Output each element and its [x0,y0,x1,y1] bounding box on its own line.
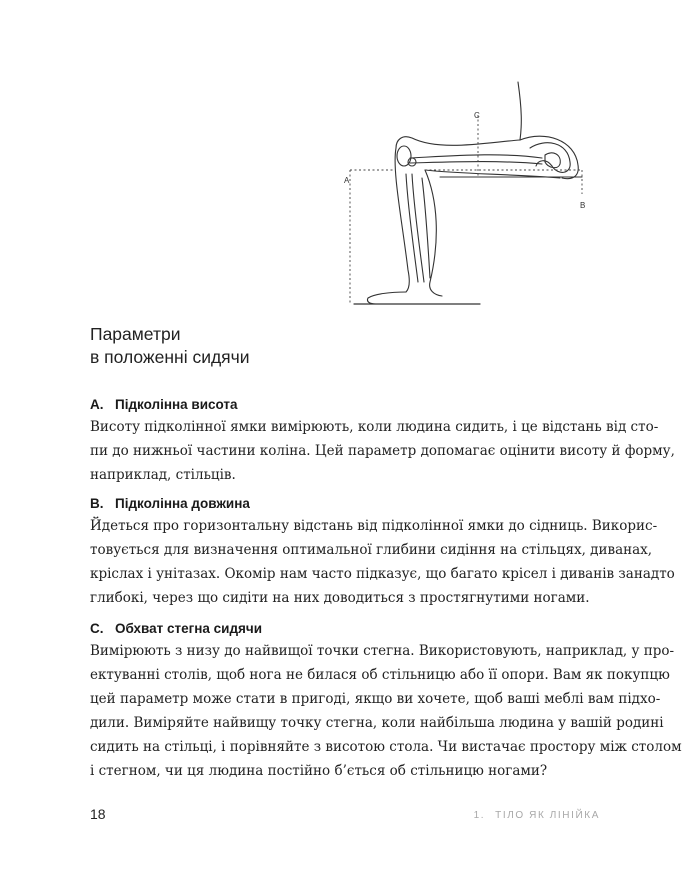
foot-outline [367,292,450,304]
chapter-title: ТІЛО ЯК ЛІНІЙКА [495,810,600,821]
text-line: і стегном, чи ця людина постійно б’ється об стільницю ногами? [90,763,548,779]
running-footer [474,810,600,821]
section-letter: A. [90,397,104,412]
text-line: наприклад, стільців. [90,467,236,483]
section-b-text [90,514,675,610]
section-title: Підколінна довжина [115,496,250,511]
page-title [90,323,490,369]
back-outline [518,82,521,140]
section-a-heading [90,397,600,412]
shin-front [395,148,409,292]
seated-leg-illustration [330,70,610,310]
section-c-text [90,639,682,783]
text-line: сидить на стільці, і порівняйте з висотою стола. Чи вистачає простору між столом [90,739,682,755]
label-a: A [344,176,350,185]
text-line: дили. Виміряйте найвищу точку стегна, коли найбільша людина у вашій родині [90,715,664,731]
chapter-number: 1. [473,810,486,821]
text-line: Йдеться про горизонтальну відстань від підколінної ямки до сідниць. Викорис- [90,518,658,534]
text-line: товується для визначення оптимальної глибини сидіння на стільцях, диванах, [90,542,653,558]
label-b: B [580,201,586,210]
fibula-bone [422,178,430,278]
section-title: Обхват стегна сидячи [115,621,263,636]
section-title: Підколінна висота [115,397,238,412]
section-c-heading [90,621,600,636]
thigh-top [396,137,520,148]
section-letter: B. [90,496,104,511]
title-line-2: в положенні сидячи [90,347,250,367]
text-line: кріслах і унітазах. Окомір нам часто підказує, що багато крісел і диванів занадто [90,566,675,582]
text-line: глибокі, через що сидіти на них доводиться з простягнутими ногами. [90,590,590,606]
title-line-1: Параметри [90,324,181,344]
text-line: цей параметр може стати в пригоді, якщо ви хочете, щоб ваші меблі вам підхо- [90,691,661,707]
leg-diagram [330,70,610,310]
page-number: 18 [90,806,106,822]
text-line: Висоту підколінної ямки вимірюють, коли людина сидить, і це відстань від сто- [90,419,659,435]
section-letter: C. [90,621,104,636]
femur-bone [410,155,542,158]
text-line: Вимірюють з низу до найвищої точки стегна. Використовують, наприклад, у про- [90,643,675,659]
text-line: ектуванні столів, щоб нога не билася об стільницю або її опори. Вам як покупцю [90,667,670,683]
knee-cap [397,146,411,166]
text-line: пи до нижньої частини коліна. Цей параметр допомагає оцінити висоту й форму, [90,443,675,459]
label-c: C [474,111,480,120]
section-a-text [90,415,675,487]
section-b-heading [90,496,600,511]
